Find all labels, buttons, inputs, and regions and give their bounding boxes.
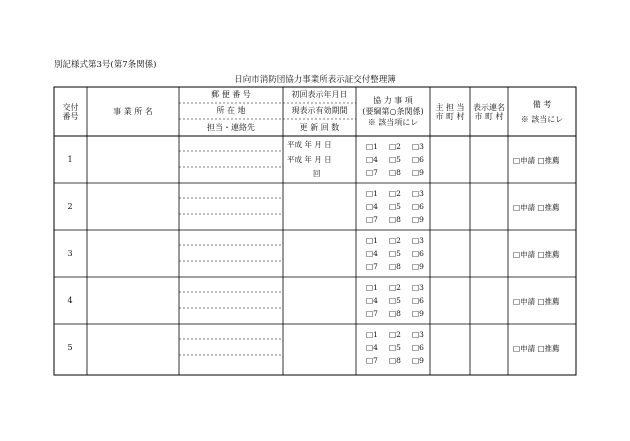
header-bikou-line1: 備 考 — [532, 99, 552, 109]
checkbox-option[interactable]: □4 — [366, 155, 378, 164]
header-koushin-kaisuu: 更 新 回 数 — [299, 123, 340, 132]
header-tantou-shichouson — [430, 87, 470, 136]
checkbox-group — [366, 236, 429, 245]
row-number: 5 — [67, 342, 73, 352]
header-renmei-line2: 市 町 村 — [474, 111, 504, 121]
checkbox-option[interactable]: □8 — [389, 215, 401, 224]
checkbox-option[interactable]: □3 — [412, 236, 424, 245]
checkbox-option[interactable]: □7 — [366, 168, 378, 177]
header-tantou-renraku: 担当・連絡先 — [207, 123, 255, 132]
checkbox-group — [366, 356, 429, 365]
checkbox-group — [366, 330, 429, 339]
checkbox-option[interactable]: □3 — [412, 189, 424, 198]
checkbox-option[interactable]: □2 — [389, 330, 401, 339]
header-bikou — [508, 87, 576, 136]
header-kyouryoku-line1: 協 力 事 項 — [373, 96, 413, 105]
checkbox-option[interactable]: □9 — [412, 356, 424, 365]
row-number: 4 — [67, 295, 73, 305]
form-reference: 別記様式第3号(第7条関係) — [54, 60, 157, 70]
checkbox-group — [366, 189, 429, 198]
checkbox-option[interactable]: □8 — [389, 356, 401, 365]
header-renmei-line1: 表示連名 — [473, 102, 505, 112]
checkbox-group — [366, 168, 429, 177]
checkbox-option[interactable]: □2 — [389, 189, 401, 198]
checkbox-group — [366, 296, 429, 305]
header-bikou-line2: ※ 該当にレ — [520, 114, 564, 124]
checkbox-option[interactable]: □3 — [412, 142, 424, 151]
bikou-options[interactable]: □申請 □推薦 — [513, 155, 560, 165]
bikou-options[interactable]: □申請 □推薦 — [513, 249, 560, 259]
date-line: 回 — [313, 169, 321, 178]
header-tantou-line2: 市 町 村 — [435, 111, 465, 121]
row-number: 1 — [67, 154, 73, 164]
checkbox-option[interactable]: □5 — [389, 155, 401, 164]
header-yuubin-bangou: 郵 便 番 号 — [211, 90, 251, 99]
header-shokai-hyouji: 初回表示年月日 — [291, 90, 348, 99]
checkbox-option[interactable]: □8 — [389, 262, 401, 271]
checkbox-option[interactable]: □7 — [366, 215, 378, 224]
bikou-options[interactable]: □申請 □推薦 — [513, 296, 560, 306]
checkbox-group — [366, 343, 429, 352]
checkbox-group — [366, 309, 429, 318]
date-line: 平成 年 月 日 — [287, 140, 332, 149]
checkbox-option[interactable]: □4 — [366, 296, 378, 305]
checkbox-option[interactable]: □8 — [389, 168, 401, 177]
checkbox-option[interactable]: □7 — [366, 309, 378, 318]
header-genhyouji: 現表示有効期間 — [291, 106, 348, 115]
checkbox-option[interactable]: □5 — [389, 343, 401, 352]
checkbox-group — [366, 283, 429, 292]
checkbox-option[interactable]: □3 — [412, 330, 424, 339]
header-koufu-line1: 交付 — [62, 102, 79, 112]
checkbox-option[interactable]: □5 — [389, 202, 401, 211]
checkbox-option[interactable]: □9 — [412, 215, 424, 224]
checkbox-option[interactable]: □6 — [412, 296, 424, 305]
checkbox-option[interactable]: □2 — [389, 142, 401, 151]
bikou-options[interactable]: □申請 □推薦 — [513, 202, 560, 212]
checkbox-option[interactable]: □7 — [366, 262, 378, 271]
checkbox-option[interactable]: □1 — [366, 283, 378, 292]
checkbox-option[interactable]: □6 — [412, 249, 424, 258]
checkbox-option[interactable]: □1 — [366, 189, 378, 198]
checkbox-option[interactable]: □9 — [412, 309, 424, 318]
checkbox-option[interactable]: □4 — [366, 249, 378, 258]
form-title: 日向市消防団協力事業所表示証交付整理簿 — [234, 75, 396, 85]
checkbox-option[interactable]: □2 — [389, 236, 401, 245]
header-kyouryoku-line3: ※ 該当項にレ — [367, 118, 419, 127]
checkbox-group — [366, 262, 429, 271]
date-line: 平成 年 月 日 — [287, 154, 332, 164]
header-hyouji-renmei — [470, 87, 508, 136]
checkbox-option[interactable]: □1 — [366, 330, 378, 339]
checkbox-group — [366, 215, 429, 224]
header-jigyousho-mei: 事 業 所 名 — [113, 107, 153, 116]
checkbox-option[interactable]: □5 — [389, 249, 401, 258]
checkbox-option[interactable]: □3 — [412, 283, 424, 292]
bikou-options[interactable]: □申請 □推薦 — [513, 343, 560, 353]
checkbox-option[interactable]: □7 — [366, 356, 378, 365]
checkbox-option[interactable]: □8 — [389, 309, 401, 318]
header-shozaichi: 所 在 地 — [216, 106, 246, 115]
row-number: 2 — [67, 201, 73, 211]
header-kyouryoku-line2: (要綱第○条関係) — [362, 107, 424, 116]
checkbox-option[interactable]: □9 — [412, 262, 424, 271]
checkbox-option[interactable]: □2 — [389, 283, 401, 292]
checkbox-option[interactable]: □6 — [412, 343, 424, 352]
checkbox-group — [366, 202, 429, 211]
checkbox-group — [366, 249, 429, 258]
checkbox-group — [366, 155, 429, 164]
checkbox-option[interactable]: □9 — [412, 168, 424, 177]
checkbox-option[interactable]: □4 — [366, 202, 378, 211]
checkbox-option[interactable]: □1 — [366, 142, 378, 151]
checkbox-option[interactable]: □6 — [412, 155, 424, 164]
checkbox-option[interactable]: □6 — [412, 202, 424, 211]
checkbox-option[interactable]: □1 — [366, 236, 378, 245]
header-kyouryoku-jikou — [356, 87, 430, 136]
checkbox-option[interactable]: □4 — [366, 343, 378, 352]
checkbox-option[interactable]: □5 — [389, 296, 401, 305]
checkbox-group — [366, 142, 429, 151]
row-number: 3 — [67, 248, 73, 258]
header-tantou-line1: 主 担 当 — [435, 102, 465, 112]
header-koufu-bangou — [54, 87, 87, 136]
header-koufu-line2: 番号 — [62, 111, 79, 121]
